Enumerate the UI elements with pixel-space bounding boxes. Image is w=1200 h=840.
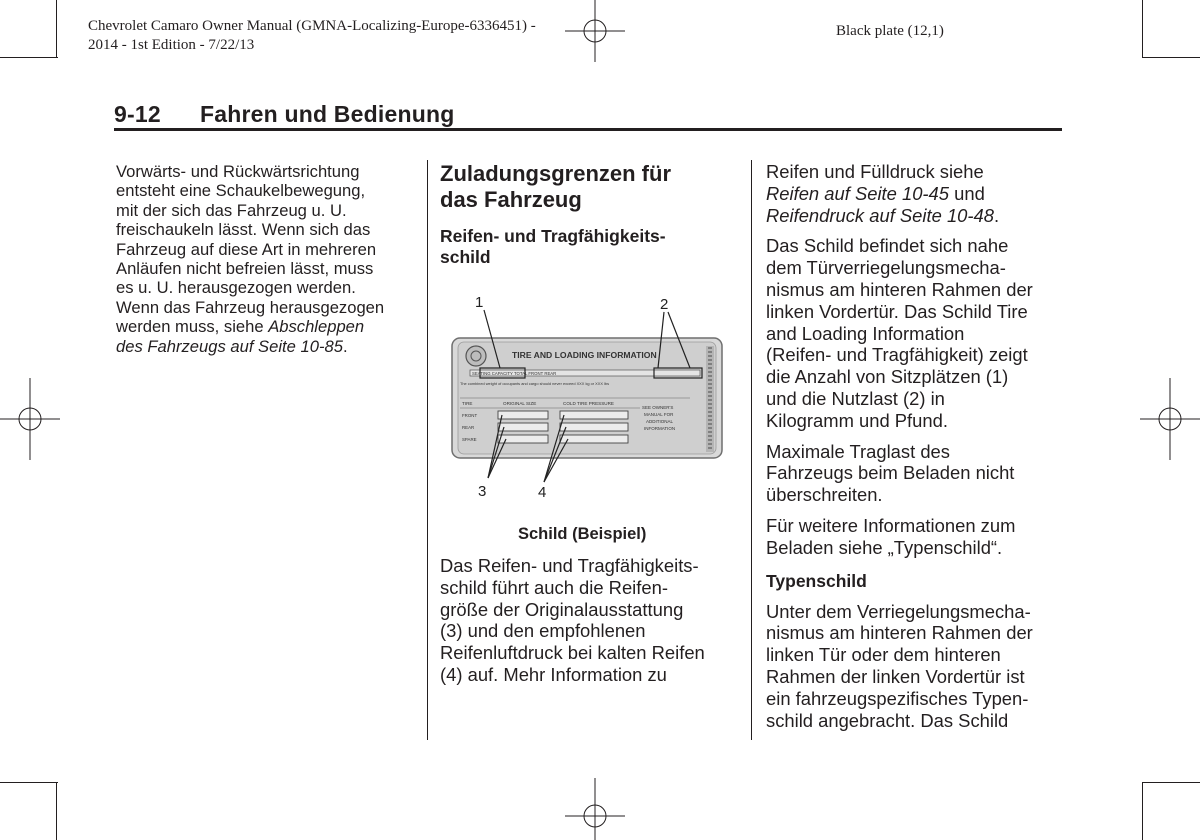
text-line bbox=[766, 205, 1066, 227]
header-manual-line: Chevrolet Camaro Owner Manual (GMNA-Localizing-Europe-6336451) - bbox=[88, 18, 536, 34]
column-1-text bbox=[116, 162, 416, 356]
registration-mark-icon bbox=[560, 0, 630, 62]
text-line: Reifenluftdruck bei kalten Reifen bbox=[440, 642, 705, 664]
text-line: Das Schild befindet sich nahe bbox=[766, 235, 1009, 257]
text-line: Wenn das Fahrzeug herausgezogen bbox=[116, 297, 385, 317]
figure-caption: Schild (Beispiel) bbox=[518, 525, 647, 543]
label-see-line: MANUAL FOR bbox=[644, 412, 674, 417]
subsection-heading bbox=[440, 226, 740, 268]
text-line bbox=[116, 317, 416, 336]
text-line: größe der Originalausstattung bbox=[440, 598, 684, 620]
heading-line: schild bbox=[440, 247, 491, 267]
text-fragment: werden muss, siehe bbox=[116, 317, 269, 337]
text-line: die Anzahl von Sitzplätzen (1) bbox=[766, 366, 1009, 388]
text-line: ein fahrzeugspezifisches Typen- bbox=[766, 687, 1029, 709]
label-title: TIRE AND LOADING INFORMATION bbox=[512, 350, 657, 360]
text-line: Rahmen der linken Vordertür ist bbox=[766, 665, 1025, 687]
registration-mark-icon bbox=[1140, 378, 1200, 460]
callout-number: 2 bbox=[660, 296, 669, 313]
tire-label-figure bbox=[440, 282, 736, 514]
header-edition-line: 2014 - 1st Edition - 7/22/13 bbox=[88, 37, 255, 53]
text-line: and Loading Information bbox=[766, 322, 965, 344]
paragraph bbox=[766, 515, 1066, 559]
label-row-front: FRONT bbox=[462, 413, 478, 418]
text-line: Anläufen nicht befreien lässt, muss bbox=[116, 259, 374, 279]
heading-line: Zuladungsgrenzen für bbox=[440, 161, 671, 186]
label-row-spare: SPARE bbox=[462, 437, 477, 442]
text-fragment: . bbox=[993, 204, 1000, 226]
label-combined-weight: The combined weight of occupants and cargo should never exceed XXX kg or XXX lbs bbox=[460, 381, 610, 386]
text-line: nismus am hinteren Rahmen der bbox=[766, 278, 1033, 300]
text-line: entsteht eine Schaukelbewegung, bbox=[116, 181, 366, 201]
paragraph bbox=[766, 161, 1066, 226]
callout-number: 3 bbox=[478, 483, 487, 500]
callout-number: 1 bbox=[475, 294, 484, 311]
label-see-line: ADDITIONAL bbox=[646, 419, 674, 424]
text-line: linken Vordertür. Das Schild Tire bbox=[766, 300, 1028, 322]
text-line: Fahrzeug auf diese Art in mehreren bbox=[116, 239, 377, 259]
paragraph bbox=[766, 441, 1066, 506]
heading-line: Reifen- und Tragfähigkeits- bbox=[440, 226, 666, 246]
text-line: Kilogramm und Pfund. bbox=[766, 409, 948, 431]
text-line: Das Reifen- und Tragfähigkeits- bbox=[440, 555, 699, 576]
text-fragment: und bbox=[949, 182, 985, 204]
text-line: nismus am hinteren Rahmen der bbox=[766, 622, 1033, 644]
column-3-text bbox=[766, 161, 1066, 740]
text-line: überschreiten. bbox=[766, 484, 883, 506]
section-heading bbox=[440, 161, 671, 213]
text-line: Vorwärts- und Rückwärtsrichtung bbox=[116, 162, 360, 181]
column-2-text bbox=[440, 555, 740, 686]
registration-mark-icon bbox=[0, 378, 60, 460]
label-see-line: SEE OWNER'S bbox=[642, 405, 674, 410]
label-row-rear: REAR bbox=[462, 425, 475, 430]
cross-reference-link[interactable]: Abschleppen bbox=[268, 317, 365, 337]
text-line: Beladen siehe „Typenschild“. bbox=[766, 536, 1003, 558]
text-line: schild angebracht. Das Schild bbox=[766, 709, 1009, 731]
section-title: Fahren und Bedienung bbox=[200, 101, 455, 127]
label-seating-row: SEATING CAPACITY TOTAL FRONT REAR bbox=[472, 371, 557, 376]
text-line: Fahrzeugs beim Beladen nicht bbox=[766, 462, 1015, 484]
label-col-tire: TIRE bbox=[462, 401, 473, 406]
column-divider bbox=[427, 160, 428, 740]
page-heading bbox=[114, 101, 454, 128]
text-line: Reifen und Fülldruck siehe bbox=[766, 161, 984, 182]
callout-number: 4 bbox=[538, 484, 547, 501]
page-number: 9-12 bbox=[114, 101, 161, 127]
paragraph bbox=[766, 235, 1066, 431]
text-line: dem Türverriegelungsmecha- bbox=[766, 257, 1006, 279]
text-line: mit der sich das Fahrzeug u. U. bbox=[116, 200, 347, 220]
heading-rule bbox=[114, 128, 1062, 131]
text-line: Unter dem Verriegelungsmecha- bbox=[766, 600, 1031, 622]
text-line bbox=[116, 337, 416, 356]
text-line: linken Tür oder dem hinteren bbox=[766, 644, 1001, 666]
text-fragment: . bbox=[342, 336, 348, 356]
subsection-heading: Typenschild bbox=[766, 570, 867, 591]
text-line: freischaukeln lässt. Wenn sich das bbox=[116, 220, 371, 240]
heading-line: das Fahrzeug bbox=[440, 187, 582, 212]
column-divider bbox=[751, 160, 752, 740]
text-line: Maximale Traglast des bbox=[766, 440, 950, 462]
registration-mark-icon bbox=[560, 778, 630, 840]
text-line: Für weitere Informationen zum bbox=[766, 514, 1016, 536]
plate-label: Black plate (12,1) bbox=[836, 23, 944, 39]
text-line: (3) und den empfohlenen bbox=[440, 620, 646, 642]
text-line: schild führt auch die Reifen- bbox=[440, 576, 668, 598]
print-header bbox=[88, 17, 536, 55]
text-line: (Reifen- und Tragfähigkeit) zeigt bbox=[766, 344, 1028, 366]
label-col-pressure: COLD TIRE PRESSURE bbox=[563, 401, 614, 406]
cross-reference-link[interactable]: des Fahrzeugs auf Seite 10-85 bbox=[116, 336, 343, 356]
paragraph bbox=[766, 601, 1066, 732]
cross-reference-link[interactable]: Reifen auf Seite 10-45 bbox=[766, 182, 950, 204]
label-col-size: ORIGINAL SIZE bbox=[503, 401, 537, 406]
text-line: es u. U. herausgezogen werden. bbox=[116, 278, 356, 298]
cross-reference-link[interactable]: Reifendruck auf Seite 10-48 bbox=[766, 204, 994, 226]
text-line bbox=[766, 183, 1066, 205]
text-line: und die Nutzlast (2) in bbox=[766, 387, 945, 409]
text-line: (4) auf. Mehr Information zu bbox=[440, 663, 667, 685]
label-see-line: INFORMATION bbox=[644, 426, 676, 431]
